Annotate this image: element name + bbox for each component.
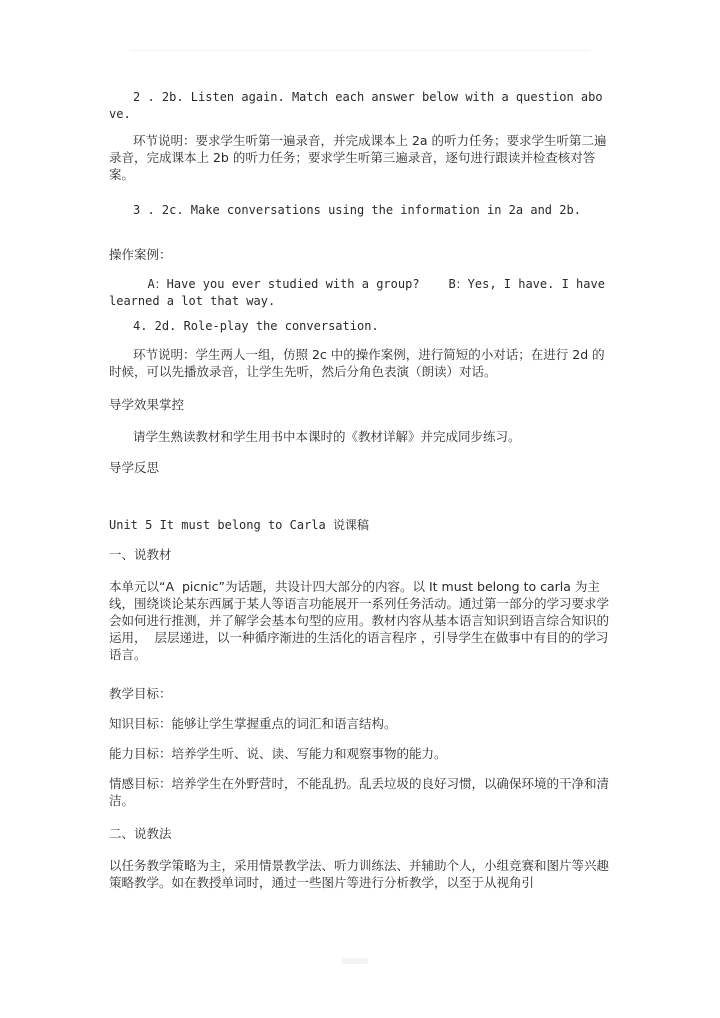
section-guide-control: 导学效果掌控 xyxy=(109,397,185,412)
header-rule xyxy=(130,50,590,51)
step-2c: 3 . 2c. Make conversations using the information in 2a and 2b. xyxy=(133,203,581,217)
step-2d-note: 环节说明：学生两人一组，仿照 2c 中的操作案例，进行简短的小对话；在进行 2d 的时候，可以先播放录音，让学生先听，然后分角色表演（朗读）对话。 xyxy=(109,347,605,379)
textbook-paragraph: 本单元以“A picnic”为话题，共设计四大部分的内容。以 It must belong to carla 为主线，围绕谈论某东西属于某人等语言功能展开一系列任务活动。通过第一部分的学习要求学会如何进行推测，并了解学会基本句型的应用。教材内容从基本语言知识到语言综合知识的运用， 层层递进，以一种循序渐进的生活化的语言程序 ，引导学生在做事中有目的的学习语言。 xyxy=(109,579,610,662)
guide-control-text: 请学生熟读教材和学生用书中本课时的《教材详解》并完成同步练习。 xyxy=(133,429,521,444)
teaching-method-paragraph: 以任务教学策略为主，采用情景教学法、听力训练法、并辅助个人，小组竞赛和图片等兴趣策略教学。如在教授单词时，通过一些图片等进行分析教学，以至于从视角引 xyxy=(109,858,610,890)
step-2d: 4. 2d. Role-play the conversation. xyxy=(133,319,379,333)
unit-title: Unit 5 It must belong to Carla 说课稿 xyxy=(109,518,369,532)
page-footer-mark xyxy=(342,958,368,964)
section-textbook: 一、说教材 xyxy=(109,547,172,562)
section-guide-reflection: 导学反思 xyxy=(109,460,160,475)
teaching-goals-label: 教学目标： xyxy=(109,686,172,701)
emotion-goal: 情感目标：培养学生在外野营时，不能乱扔。乱丢垃圾的良好习惯，以确保环境的干净和清洁。 xyxy=(109,776,610,808)
section-teaching-method: 二、说教法 xyxy=(109,826,172,841)
step-2b: 2 . 2b. Listen again. Match each answer below with a question above. xyxy=(109,90,603,121)
example-dialogue: A：Have you ever studied with a group? B：Yes, I have. I have learned a lot that way. xyxy=(109,277,613,308)
ability-goal: 能力目标：培养学生听、说、读、写能力和观察事物的能力。 xyxy=(109,746,447,761)
knowledge-goal: 知识目标：能够让学生掌握重点的词汇和语言结构。 xyxy=(109,716,397,731)
step-2b-note: 环节说明：要求学生听第一遍录音，并完成课本上 2a 的听力任务；要求学生听第二遍录音，完成课本上 2b 的听力任务；要求学生听第三遍录音，逐句进行跟读并检查核对答案。 xyxy=(109,133,607,182)
example-label: 操作案例： xyxy=(109,247,172,262)
